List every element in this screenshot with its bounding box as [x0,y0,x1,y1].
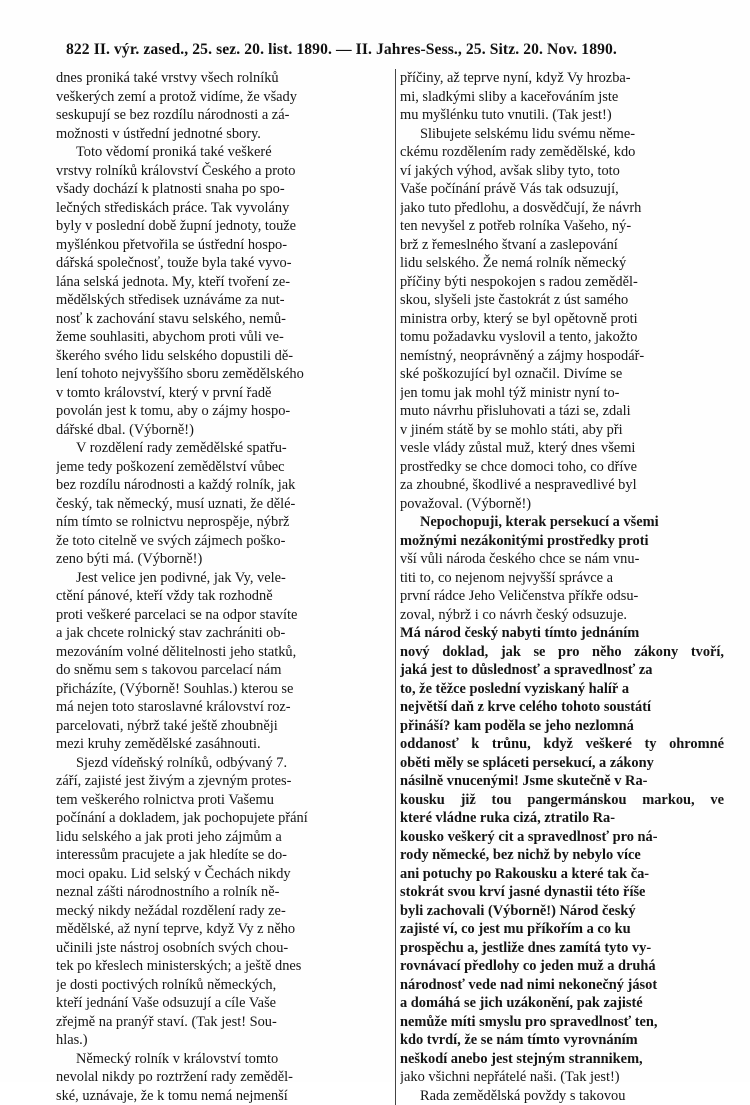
text-line: oběti měly se spláceti persekucí, a zákony [400,754,724,773]
text-line: první rádce Jeho Veličenstva příkře odsu- [400,587,724,606]
text-line: příčiny, až teprve nyní, když Vy hrozba- [400,69,724,88]
text-line: neznal zášti národnostního a rolník ně- [56,883,395,902]
text-line: ním tímto se rolnictvu neprospěje, nýbrž [56,513,395,532]
text-line: skou, slyšeli jste častokrát z úst samého [400,291,724,310]
text-line: mědělské, až nyní teprve, když Vy z něho [56,920,395,939]
text-line: neškodí anebo jest stejným strannikem, [400,1050,724,1069]
text-line: oddanosť k trůnu, když veškeré ty ohromné [400,735,724,754]
text-line: Německý rolník v království tomto [56,1050,395,1069]
text-line: bez rozdílu národnosti a každý rolník, jak [56,476,395,495]
text-line: září, zajisté jest živým a zjevným protes- [56,772,395,791]
text-line: zřejmě na pranýř staví. (Tak jest! Sou- [56,1013,395,1032]
text-line: nemístný, neoprávněný a zájmy hospodář- [400,347,724,366]
text-line: parcelovati, nýbrž také ještě zhoubněji [56,717,395,736]
text-line: do sněmu sem s takovou parcelací nám [56,661,395,680]
text-line: ské, uznávaje, že k tomu nemá nejmenší [56,1087,395,1105]
text-line: možnosti v ústřední jednotné sbory. [56,125,395,144]
text-line: a jak chcete rolnický stav zachrániti ob- [56,624,395,643]
text-line: prostředky se chce domoci toho, co dříve [400,458,724,477]
text-line: Vaše počínání právě Vás tak odsuzují, [400,180,724,199]
text-line: lečných střediskách práce. Tak vyvolány [56,199,395,218]
text-line: považoval. (Výborně!) [400,495,724,514]
text-line: v jiném státě by se mohlo státi, aby při [400,421,724,440]
text-line: muto návrhu přisluhovati a tázi se, zdali [400,402,724,421]
text-line: za zhoubné, škodlivé a nespravedlivé byl [400,476,724,495]
text-line: mezi kruhy zemědělské zasáhnouti. [56,735,395,754]
text-line: mědělských středisek uznáváme za nut- [56,291,395,310]
text-line: lána selská jednota. My, kteří tvoření ze- [56,273,395,292]
text-line: učinili jste nástroj osobních svých chou- [56,939,395,958]
text-line: ministra orby, který se byl opětovně proti [400,310,724,329]
text-line: veškerých zemí a protož vidíme, že všady [56,88,395,107]
text-line: přináší? kam poděla se jeho nezlomná [400,717,724,736]
text-line: jako tuto předlohu, a dosvědčují, že návrh [400,199,724,218]
text-line: je dosti poctivých rolníků německých, [56,976,395,995]
text-line: ten nevyšel z potřeb rolníka Vašeho, ný- [400,217,724,236]
text-line: brž z řemeslného štvaní a zaslepování [400,236,724,255]
text-line: nový doklad, jak se pro něho zákony tvoří, [400,643,724,662]
text-line: vší vůli národa českého chce se nám vnu- [400,550,724,569]
text-line: ani potuchy po Rakousku a které tak ča- [400,865,724,884]
text-line: mecký nikdy nežádal rozdělení rady ze- [56,902,395,921]
text-line: dářská společnosť, touže byla také vyvo- [56,254,395,273]
text-line: zajisté ví, co jest mu příkořím a co ku [400,920,724,939]
text-line: vesle vlády zůstal muž, který dnes všemi [400,439,724,458]
text-line: stokrát svou krví jasné dynastii této říše [400,883,724,902]
text-line: ví jakých výhod, avšak sliby tyto, toto [400,162,724,181]
text-line: mi, sladkými sliby a kaceřováním jste [400,88,724,107]
text-line: lidu selského a jak proti jeho zájmům a [56,828,395,847]
text-line: lení tohoto nejvyššího sboru zemědělského [56,365,395,384]
text-line: přicházíte, (Výborně! Souhlas.) kterou se [56,680,395,699]
text-line: dářské dbal. (Výborně!) [56,421,395,440]
text-line: nevolal nikdy po roztržení rady zeměděl- [56,1068,395,1087]
text-line: a domáhá se jich uzákonění, pak zajisté [400,994,724,1013]
text-line: kousko veškerý cit a spravedlnosť pro ná- [400,828,724,847]
text-line: hlas.) [56,1031,395,1050]
text-line: prospěchu a, jestliže dnes zamítá tyto vy- [400,939,724,958]
text-line: interessům pracujete a jak hledíte se do- [56,846,395,865]
text-line: zeno býti má. (Výborně!) [56,550,395,569]
text-line: Toto vědomí proniká také veškeré [56,143,395,162]
text-line: nemůže míti smyslu pro spravedlnosť ten, [400,1013,724,1032]
text-line: seskupují se bez rozdílu národnosti a zá- [56,106,395,125]
text-line: vrstvy rolníků království Českého a proto [56,162,395,181]
text-line: V rozdělení rady zemědělské spatřu- [56,439,395,458]
text-line: Má národ český nabyti tímto jednáním [400,624,724,643]
text-line: nosť k zachování stavu selského, nemů- [56,310,395,329]
text-line: jeme tedy poškození zemědělství vůbec [56,458,395,477]
text-line: násilně vnucenými! Jsme skutečně v Ra- [400,772,724,791]
text-line: moci opaku. Lid selský v Čechách nikdy [56,865,395,884]
text-line: největší daň z krve celého tohoto soustátí [400,698,724,717]
text-line: tek po křeslech ministerských; a ještě dnes [56,957,395,976]
text-line: jako všichni nepřátelé naši. (Tak jest!) [400,1068,724,1087]
text-line: tem veškerého rolnictva proti Vašemu [56,791,395,810]
text-line: že toto citelně ve svých zájmech poško- [56,532,395,551]
text-line: kousku již tou pangermánskou markou, ve [400,791,724,810]
text-line: to, že těžce poslední vyziskaný halíř a [400,680,724,699]
text-line: jaká jest to důslednosť a spravedlnosť za [400,661,724,680]
text-line: myšlénkou přetvořila se ústřední hospo- [56,236,395,255]
text-line: mezováním volné dělitelnosti jeho statků, [56,643,395,662]
text-line: ské poškozující byl označil. Divíme se [400,365,724,384]
text-line: proti veškeré parcelaci se na odpor stavíte [56,606,395,625]
text-line: Rada zemědělská povždy s takovou [400,1087,724,1105]
text-line: možnými nezákonitými prostředky proti [400,532,724,551]
text-line: které vládne ruka cizá, ztratilo Ra- [400,809,724,828]
text-line: lidu selského. Že nemá rolník německý [400,254,724,273]
text-line: ctění pánové, kteří vždy tak rozhodně [56,587,395,606]
text-line: počínání a dokladem, jak pochopujete přání [56,809,395,828]
text-line: byly v poslední době župní jednoty, touže [56,217,395,236]
text-line: Sjezd vídeňský rolníků, odbývaný 7. [56,754,395,773]
text-line: jen tomu jak mohl týž ministr nyní to- [400,384,724,403]
text-line: rovnávací předlohy co jeden muž a druhá [400,957,724,976]
text-line: má nejen toto staroslavné království roz- [56,698,395,717]
running-header: 822 II. výr. zased., 25. sez. 20. list. 1890. — II. Jahres-Sess., 25. Sitz. 20. Nov. 1890. [66,38,688,62]
text-line: Jest velice jen podivné, jak Vy, vele- [56,569,395,588]
text-line: Slibujete selskému lidu svému něme- [400,125,724,144]
column-left [56,69,395,1105]
text-line: národnosť vede nad nimi nekonečný jásot [400,976,724,995]
text-line: škerého svého lidu selského dopustili dě- [56,347,395,366]
text-line: kteří jednání Vaše odsuzují a cíle Vaše [56,994,395,1013]
text-line: tomu požadavku vyslovil a tento, jakožto [400,328,724,347]
text-line: titi to, co nejenom nejvyšší správce a [400,569,724,588]
text-line: dnes proniká také vrstvy všech rolníků [56,69,395,88]
text-line: v tomto království, který v první řadě [56,384,395,403]
text-line: všady dochází k platnosti snaha po spo- [56,180,395,199]
text-line: povolán jest k tomu, aby o zájmy hospo- [56,402,395,421]
text-line: příčiny býti nespokojen s radou zeměděl- [400,273,724,292]
text-line: mu myšlénku tuto vnutili. (Tak jest!) [400,106,724,125]
text-line: byli zachovali (Výborně!) Národ český [400,902,724,921]
text-line: zoval, nýbrž i co návrh český odsuzuje. [400,606,724,625]
text-line: rody německé, bez nichž by nebylo více [400,846,724,865]
text-line: žeme souhlasiti, abychom proti vůli ve- [56,328,395,347]
text-line: český, tak německý, musí uznati, že dělé- [56,495,395,514]
text-line: kdo tvrdí, že se nám tímto vyrovnáním [400,1031,724,1050]
text-line: ckému rozdělením rady zemědělské, kdo [400,143,724,162]
text-line: Nepochopuji, kterak persekucí a všemi [400,513,724,532]
column-right [395,69,724,1105]
